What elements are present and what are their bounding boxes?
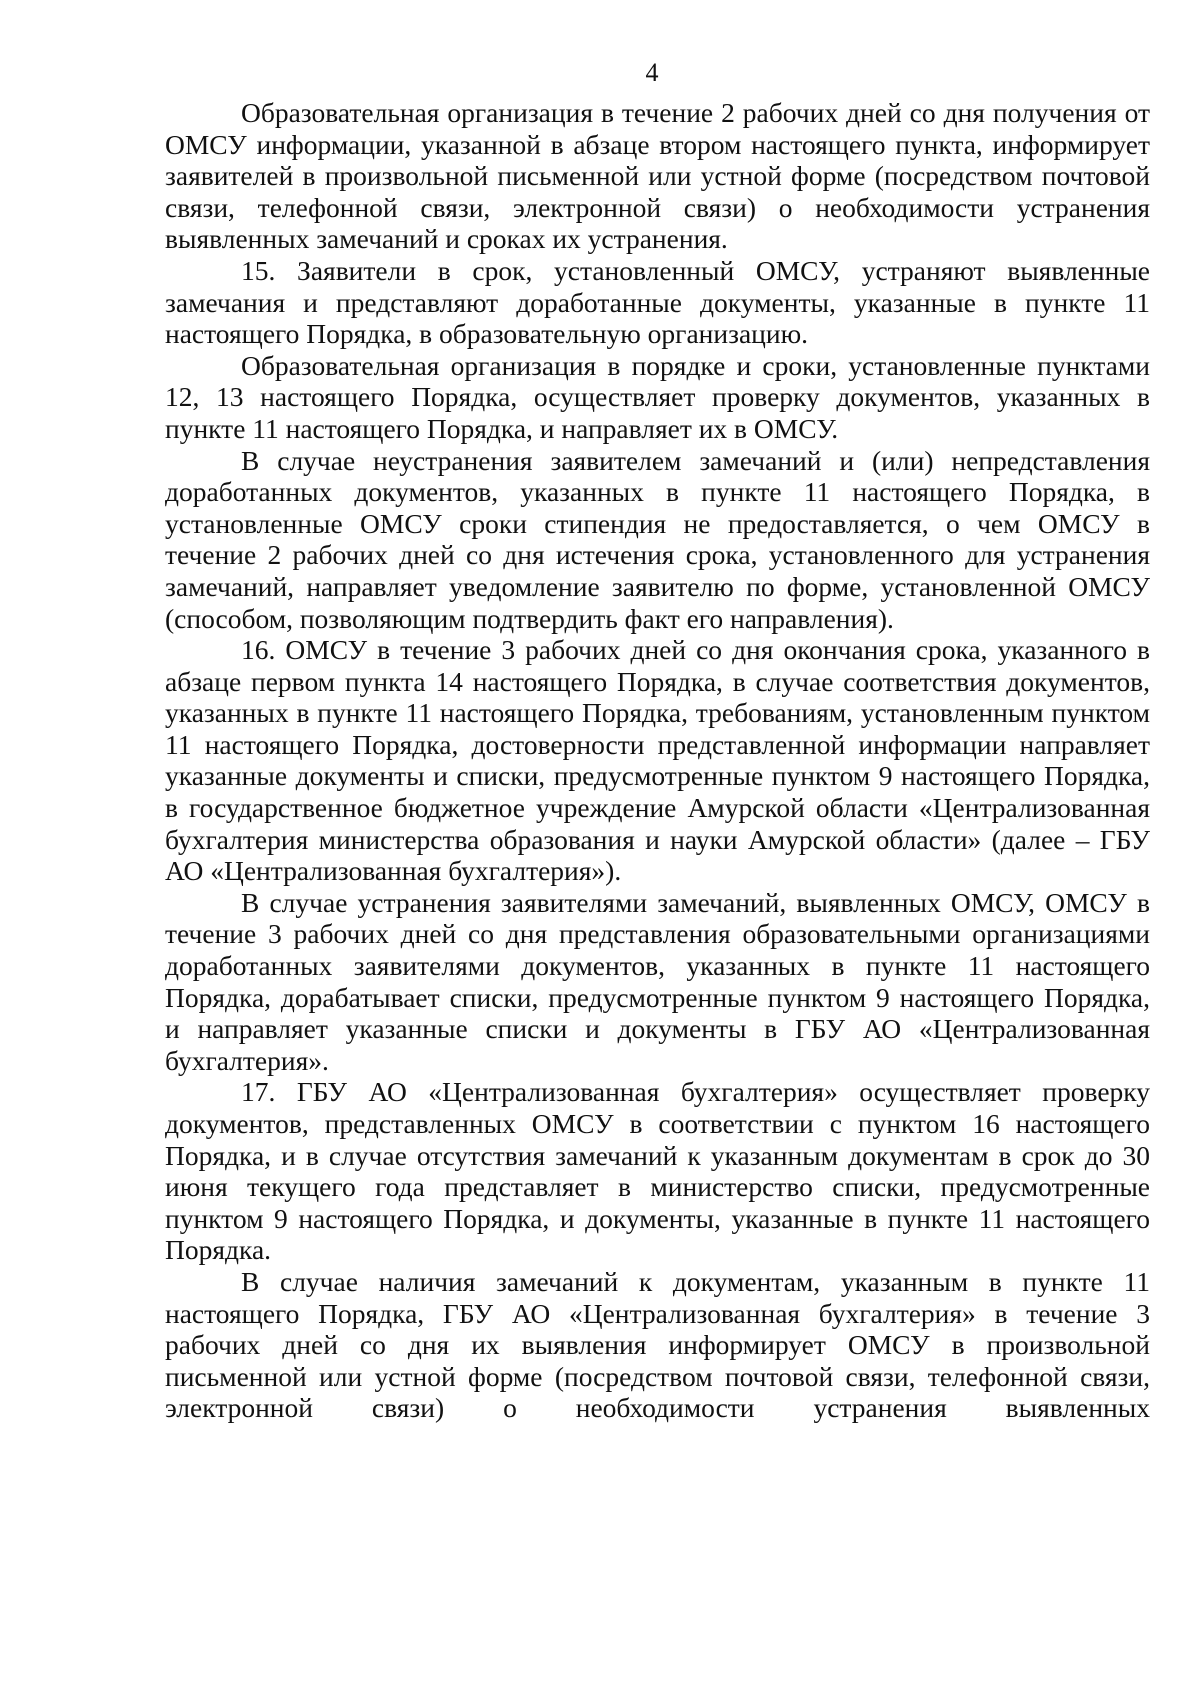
paragraph-check-documents: Образовательная организация в порядке и сроки, установленные пунктами 12, 13 настоящего Порядка, осуществляет проверку документов, указанных в пункте 11 настоящего Порядка, и направляет их в ОМСУ.	[165, 349, 1150, 444]
page-number: 4	[645, 58, 659, 87]
paragraph-remarks-present: В случае наличия замечаний к документам, указанным в пункте 11 настоящего Порядка, ГБУ АО «Централизованная бухгалтерия» в течение 3 рабочих дней со дня их выявления информирует ОМСУ в произвольной письменной или устной форме (посредством почтовой связи, телефонной связи, электронной связи) о необходимости устранения выявленных	[165, 1265, 1150, 1424]
paragraph-item-16: 16. ОМСУ в течение 3 рабочих дней со дня окончания срока, указанного в абзаце первом пункта 14 настоящего Порядка, в случае соответствия документов, указанных в пункте 11 настоящего Порядка, требованиям, установленным пунктом 11 настоящего Порядка, достоверности представленной информации направляет указанные документы и списки, предусмотренные пунктом 9 настоящего Порядка, в государственное бюджетное учреждение Амурской области «Централизованная бухгалтерия министерства образования и науки Амурской области» (далее – ГБУ АО «Централизованная бухгалтерия»).	[165, 634, 1150, 887]
paragraph-elimination-remarks: В случае устранения заявителями замечаний, выявленных ОМСУ, ОМСУ в течение 3 рабочих дней со дня представления образовательными организациями доработанных заявителями документов, указанных в пункте 11 настоящего Порядка, дорабатывает списки, предусмотренные пунктом 9 настоящего Порядка, и направляет указанные списки и документы в ГБУ АО «Централизованная бухгалтерия».	[165, 886, 1150, 1076]
paragraph-non-elimination: В случае неустранения заявителем замечаний и (или) непредставления доработанных документов, указанных в пункте 11 настоящего Порядка, в установленные ОМСУ сроки стипендия не предоставляется, о чем ОМСУ в течение 2 рабочих дней со дня истечения срока, установленного для устранения замечаний, направляет уведомление заявителю по форме, установленной ОМСУ (способом, позволяющим подтвердить факт его направления).	[165, 444, 1150, 634]
paragraph-item-17: 17. ГБУ АО «Централизованная бухгалтерия» осуществляет проверку документов, представленных ОМСУ в соответствии с пунктом 16 настоящего Порядка, и в случае отсутствия замечаний к указанным документам в срок до 30 июня текущего года представляет в министерство списки, предусмотренные пунктом 9 настоящего Порядка, и документы, указанные в пункте 11 настоящего Порядка.	[165, 1076, 1150, 1266]
paragraph-item-15: 15. Заявители в срок, установленный ОМСУ, устраняют выявленные замечания и представляют доработанные документы, указанные в пункте 11 настоящего Порядка, в образовательную организацию.	[165, 254, 1150, 350]
paragraph-info-applicants: Образовательная организация в течение 2 рабочих дней со дня получения от ОМСУ информации, указанной в абзаце втором настоящего пункта, информирует заявителей в произвольной письменной или устной форме (посредством почтовой связи, телефонной связи, электронной связи) о необходимости устранения выявленных замечаний и сроках их устранения.	[165, 97, 1150, 255]
document-body	[165, 97, 1150, 1424]
